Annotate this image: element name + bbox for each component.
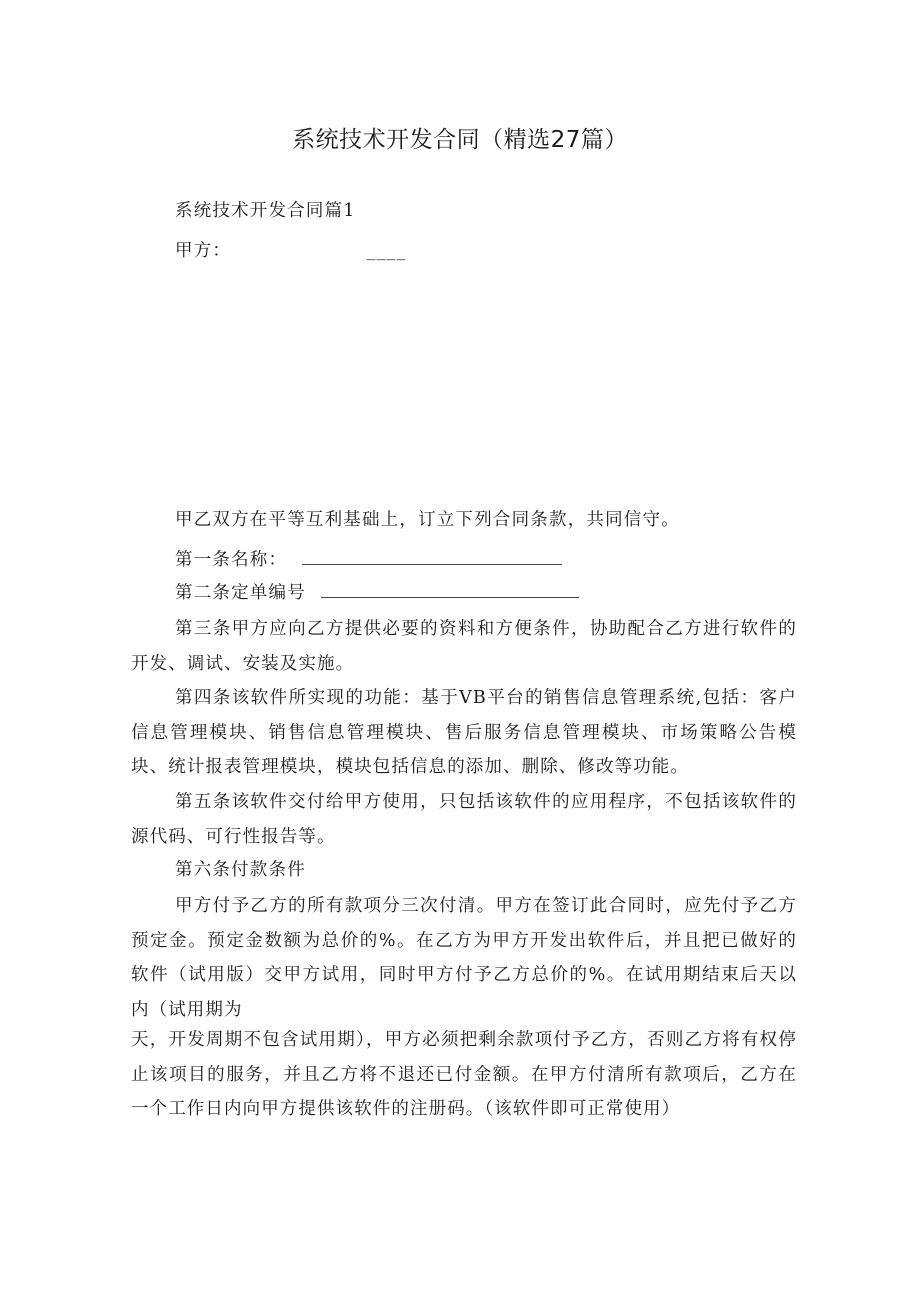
article-4: 第四条该软件所实现的功能：基于VB平台的销售信息管理系统,包括：客户信息管理模块、销售信息管理模块、售后服务信息管理模块、市场策略公告模块、统计报表管理模块，模块包括信息的添加、删除、修改等功能。	[131, 688, 797, 778]
article-5: 第五条该软件交付给甲方使用，只包括该软件的应用程序，不包括该软件的源代码、可行性报告等。	[131, 792, 797, 847]
party-a-line	[175, 239, 406, 263]
article-2-label: 第二条定单编号	[175, 583, 306, 603]
article-2-blank	[321, 579, 579, 598]
article-2	[175, 579, 579, 605]
article-6-paragraph-1: 甲方付予乙方的所有款项分三次付清。甲方在签订此合同时，应先付予乙方预定金。预定金数额为总价的%。在乙方为甲方开发出软件后，并且把已做好的软件（试用版）交甲方试用，同时甲方付予乙方总价的%。在试用期结束后天以内（试用期为	[131, 896, 797, 1020]
intro-paragraph: 甲乙双方在平等互利基础上，订立下列合同条款，共同信守。	[175, 510, 680, 530]
party-a-label: 甲方：	[175, 241, 232, 261]
document-title: 系统技术开发合同（精选27篇）	[292, 127, 628, 153]
article-6-paragraph-2: 天，开发周期不包含试用期），甲方必须把剩余款项付予乙方，否则乙方将有权停止该项目的服务，并且乙方将不退还已付金额。在甲方付清所有款项后，乙方在一个工作日内向甲方提供该软件的注册码。（该软件即可正常使用）	[131, 1030, 797, 1120]
article-1	[175, 546, 562, 572]
article-6-heading: 第六条付款条件	[175, 860, 306, 880]
article-1-blank	[302, 546, 562, 565]
party-a-blank: ____	[366, 241, 407, 261]
article-1-label: 第一条名称：	[175, 550, 288, 570]
article-3: 第三条甲方应向乙方提供必要的资料和方便条件，协助配合乙方进行软件的开发、调试、安装及实施。	[131, 619, 797, 674]
section-heading: 系统技术开发合同篇1	[175, 201, 356, 221]
